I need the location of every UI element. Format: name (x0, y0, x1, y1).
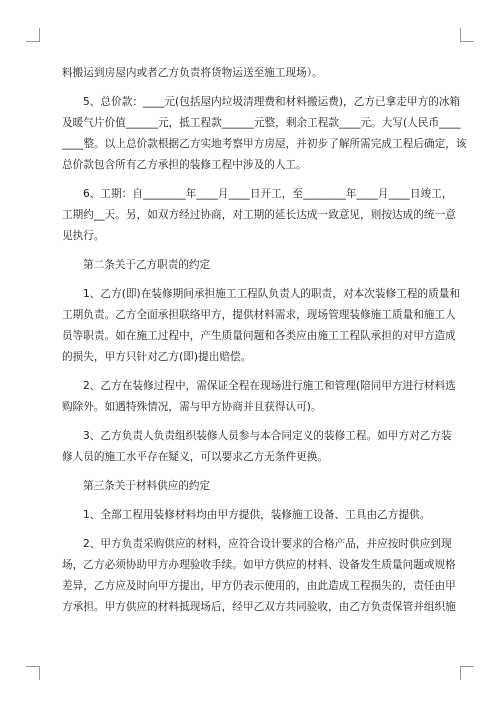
text-line: 2、甲方负责采购供应的材料，应符合设计要求的合格产品，并应按时供应到现 (83, 538, 452, 550)
text-line: 工期负责。乙方全面承担联络甲方，提供材料需求，现场管理装修施工质量和施工人 (62, 309, 456, 321)
paragraph-schedule (62, 184, 456, 247)
document-body (62, 63, 467, 618)
text-line: 及暖气片价值______元，抵工程款______元整，剩余工程款____元。大写(人民币____ (62, 117, 461, 129)
text-line: 方承担。甲方供应的材料抵现场后，经甲乙双方共同验收，由乙方负责保管并组织施 (62, 601, 456, 613)
text-line: 工期约__天。另，如双方经过协商，对工期的延长达成一致意见，则按达成的统一意 (62, 209, 456, 221)
text-line: 购除外。如遇特殊情况，需与甲方协商并且获得认可)。 (62, 401, 322, 413)
text-line: 员等职责。如在施工过程中，产生质量问题和各类应由施工工程队承担的对甲方造成 (62, 330, 456, 342)
crop-mark-bottom-right-horizontal (460, 666, 474, 667)
text-line: 3、乙方负责人负责组织装修人员参与本合同定义的装修工程。如甲方对乙方装 (83, 430, 452, 442)
crop-mark-top-left-horizontal (26, 41, 40, 42)
text-line: 场，乙方必须协助甲方办理验收手续。如甲方供应的材料、设备发生质量问题或规格 (62, 559, 456, 571)
paragraph-material-2 (62, 534, 456, 618)
text-line: 差异，乙方应及时向甲方提出，甲方仍表示使用的，由此造成工程损失的，责任由甲 (62, 580, 456, 592)
text-line: 6、工期：自________年____月____日开工，至________年____月____日竣工， (83, 188, 453, 200)
section-heading-3: 第三条关于材料供应的约定 (83, 480, 211, 492)
text-line: 料搬运到房屋内或者乙方负责将货物运送至施工现场）。 (62, 67, 323, 79)
text-line: 5、总价款：____元(包括屋内垃圾清理费和材料搬运费)，乙方已拿走甲方的冰箱 (83, 96, 461, 108)
text-line: 见执行。 (62, 230, 105, 242)
text-line: 1、全部工程用装修材料均由甲方提供，装修施工设备、工具由乙方提供。 (83, 509, 431, 521)
paragraph-duty-2 (62, 376, 456, 418)
paragraph-duty-1 (62, 284, 461, 368)
crop-mark-bottom-left-vertical (39, 666, 40, 680)
crop-mark-top-right-vertical (460, 28, 461, 42)
text-line: 总价款包含所有乙方承担的装修工程中涉及的人工。 (62, 159, 307, 171)
text-line: 的损失，甲方只针对乙方(即)提出赔偿。 (62, 351, 252, 363)
paragraph-duty-3 (62, 426, 452, 468)
crop-mark-top-left-vertical (39, 28, 40, 42)
paragraph-continuation (62, 63, 438, 84)
text-line: 1、乙方(即)在装修期间承担施工工程队负责人的职责，对本次装修工程的质量和 (83, 288, 461, 300)
paragraph-total-price (62, 92, 467, 176)
section-heading-2: 第二条关于乙方职责的约定 (83, 259, 211, 271)
text-line: ____整。以上总价款根据乙方实地考察甲方房屋，并初步了解所需完成工程后确定，该 (62, 138, 467, 150)
paragraph-material-1 (62, 505, 438, 526)
crop-mark-bottom-right-vertical (460, 666, 461, 680)
crop-mark-bottom-left-horizontal (26, 666, 40, 667)
crop-mark-top-right-horizontal (460, 41, 474, 42)
text-line: 修人员的施工水平存在疑义，可以要求乙方无条件更换。 (62, 451, 329, 463)
text-line: 2、乙方在装修过程中，需保证全程在现场进行施工和管理(陪同甲方进行材料选 (83, 380, 456, 392)
